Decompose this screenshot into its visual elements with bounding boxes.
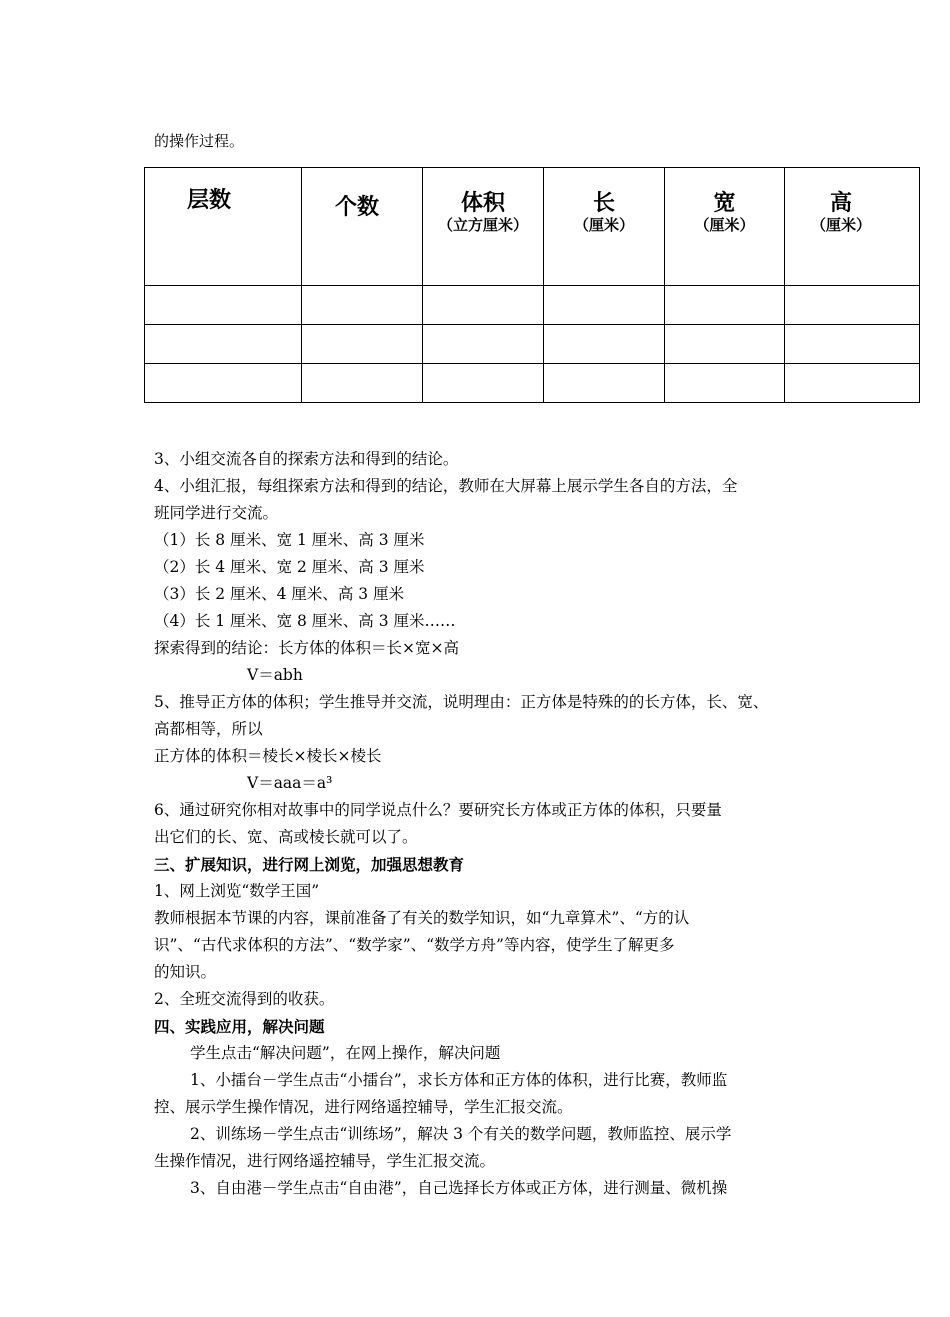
list-item: （3）长 2 厘米、4 厘米、高 3 厘米: [154, 585, 405, 603]
paragraph-line: 2、训练场－学生点击“训练场”，解决 3 个有关的数学问题，教师监控、展示学: [190, 1125, 732, 1143]
paragraph-line: 3、小组交流各自的探索方法和得到的结论。: [154, 450, 459, 468]
section-heading: 三、扩展知识，进行网上浏览，加强思想教育: [154, 855, 465, 874]
header-layers-label: 层数: [187, 187, 232, 213]
header-height-label: 高: [829, 190, 852, 216]
table-cell: [665, 364, 785, 403]
paragraph-line: 4、小组汇报，每组探索方法和得到的结论，教师在大屏幕上展示学生各自的方法，全: [154, 477, 738, 495]
paragraph-line: 学生点击“解决问题”，在网上操作，解决问题: [190, 1044, 501, 1062]
table-cell: [785, 286, 920, 325]
table-cell: [544, 325, 665, 364]
paragraph-line: 的知识。: [154, 963, 217, 981]
header-length: [544, 168, 665, 286]
header-height-unit: （厘米）: [810, 216, 871, 234]
table-cell: [544, 286, 665, 325]
table-row: [145, 286, 920, 325]
measurement-table: [144, 167, 920, 403]
header-height: [785, 168, 920, 286]
table-cell: [302, 286, 423, 325]
intro-text: 的操作过程。: [154, 132, 245, 150]
table-row: [145, 325, 920, 364]
table-cell: [785, 325, 920, 364]
header-volume-unit: （立方厘米）: [437, 216, 528, 234]
table-cell: [423, 286, 544, 325]
table-cell: [665, 286, 785, 325]
paragraph-line: 教师根据本节课的内容，课前准备了有关的数学知识，如“九章算术”、“方的认: [154, 909, 690, 927]
paragraph-line: 高都相等，所以: [154, 720, 263, 738]
paragraph-line: 控、展示学生操作情况，进行网络遥控辅导，学生汇报交流。: [154, 1098, 573, 1116]
table-cell: [145, 325, 302, 364]
header-volume: [423, 168, 544, 286]
header-count-label: 个数: [334, 194, 379, 220]
header-count: [302, 168, 423, 286]
paragraph-line: 2、全班交流得到的收获。: [154, 990, 335, 1008]
table-cell: [785, 364, 920, 403]
table-header-row: [145, 168, 920, 286]
table-cell: [302, 325, 423, 364]
header-volume-label: 体积: [460, 190, 505, 216]
paragraph-line: 探索得到的结论：长方体的体积＝长×宽×高: [154, 639, 459, 657]
header-length-unit: （厘米）: [573, 216, 634, 234]
paragraph-line: 生操作情况，进行网络遥控辅导，学生汇报交流。: [154, 1152, 496, 1170]
list-item: （2）长 4 厘米、宽 2 厘米、高 3 厘米: [154, 558, 425, 576]
formula-line: V＝aaa＝a³: [247, 774, 333, 792]
list-item: （4）长 1 厘米、宽 8 厘米、高 3 厘米……: [154, 612, 456, 630]
paragraph-line: 3、自由港－学生点击“自由港”，自己选择长方体或正方体，进行测量、微机操: [190, 1179, 728, 1197]
header-length-label: 长: [592, 190, 615, 216]
paragraph-line: 班同学进行交流。: [154, 504, 279, 522]
paragraph-line: 1、小擂台－学生点击“小擂台”，求长方体和正方体的体积，进行比赛，教师监: [190, 1071, 728, 1089]
table-cell: [544, 364, 665, 403]
section-heading: 四、实践应用，解决问题: [154, 1017, 325, 1036]
table-cell: [423, 364, 544, 403]
table-cell: [302, 364, 423, 403]
paragraph-line: 出它们的长、宽、高或棱长就可以了。: [154, 828, 418, 846]
table-cell: [145, 364, 302, 403]
table-cell: [665, 325, 785, 364]
table-row: [145, 364, 920, 403]
formula-line: V＝abh: [247, 666, 303, 684]
header-layers: [145, 168, 302, 286]
paragraph-line: 1、网上浏览“数学王国”: [154, 882, 320, 900]
header-width-unit: （厘米）: [694, 216, 755, 234]
body-text: [154, 446, 814, 1202]
list-item: （1）长 8 厘米、宽 1 厘米、高 3 厘米: [154, 531, 425, 549]
table-cell: [423, 325, 544, 364]
paragraph-line: 5、推导正方体的体积；学生推导并交流，说明理由：正方体是特殊的的长方体，长、宽、: [154, 693, 769, 711]
header-width-label: 宽: [713, 190, 736, 216]
table-cell: [145, 286, 302, 325]
paragraph-line: 识”、“古代求体积的方法”、“数学家”、“数学方舟”等内容，使学生了解更多: [154, 936, 675, 954]
paragraph-line: 正方体的体积＝棱长×棱长×棱长: [154, 747, 382, 765]
paragraph-line: 6、通过研究你相对故事中的同学说点什么？要研究长方体或正方体的体积，只要量: [154, 801, 722, 819]
